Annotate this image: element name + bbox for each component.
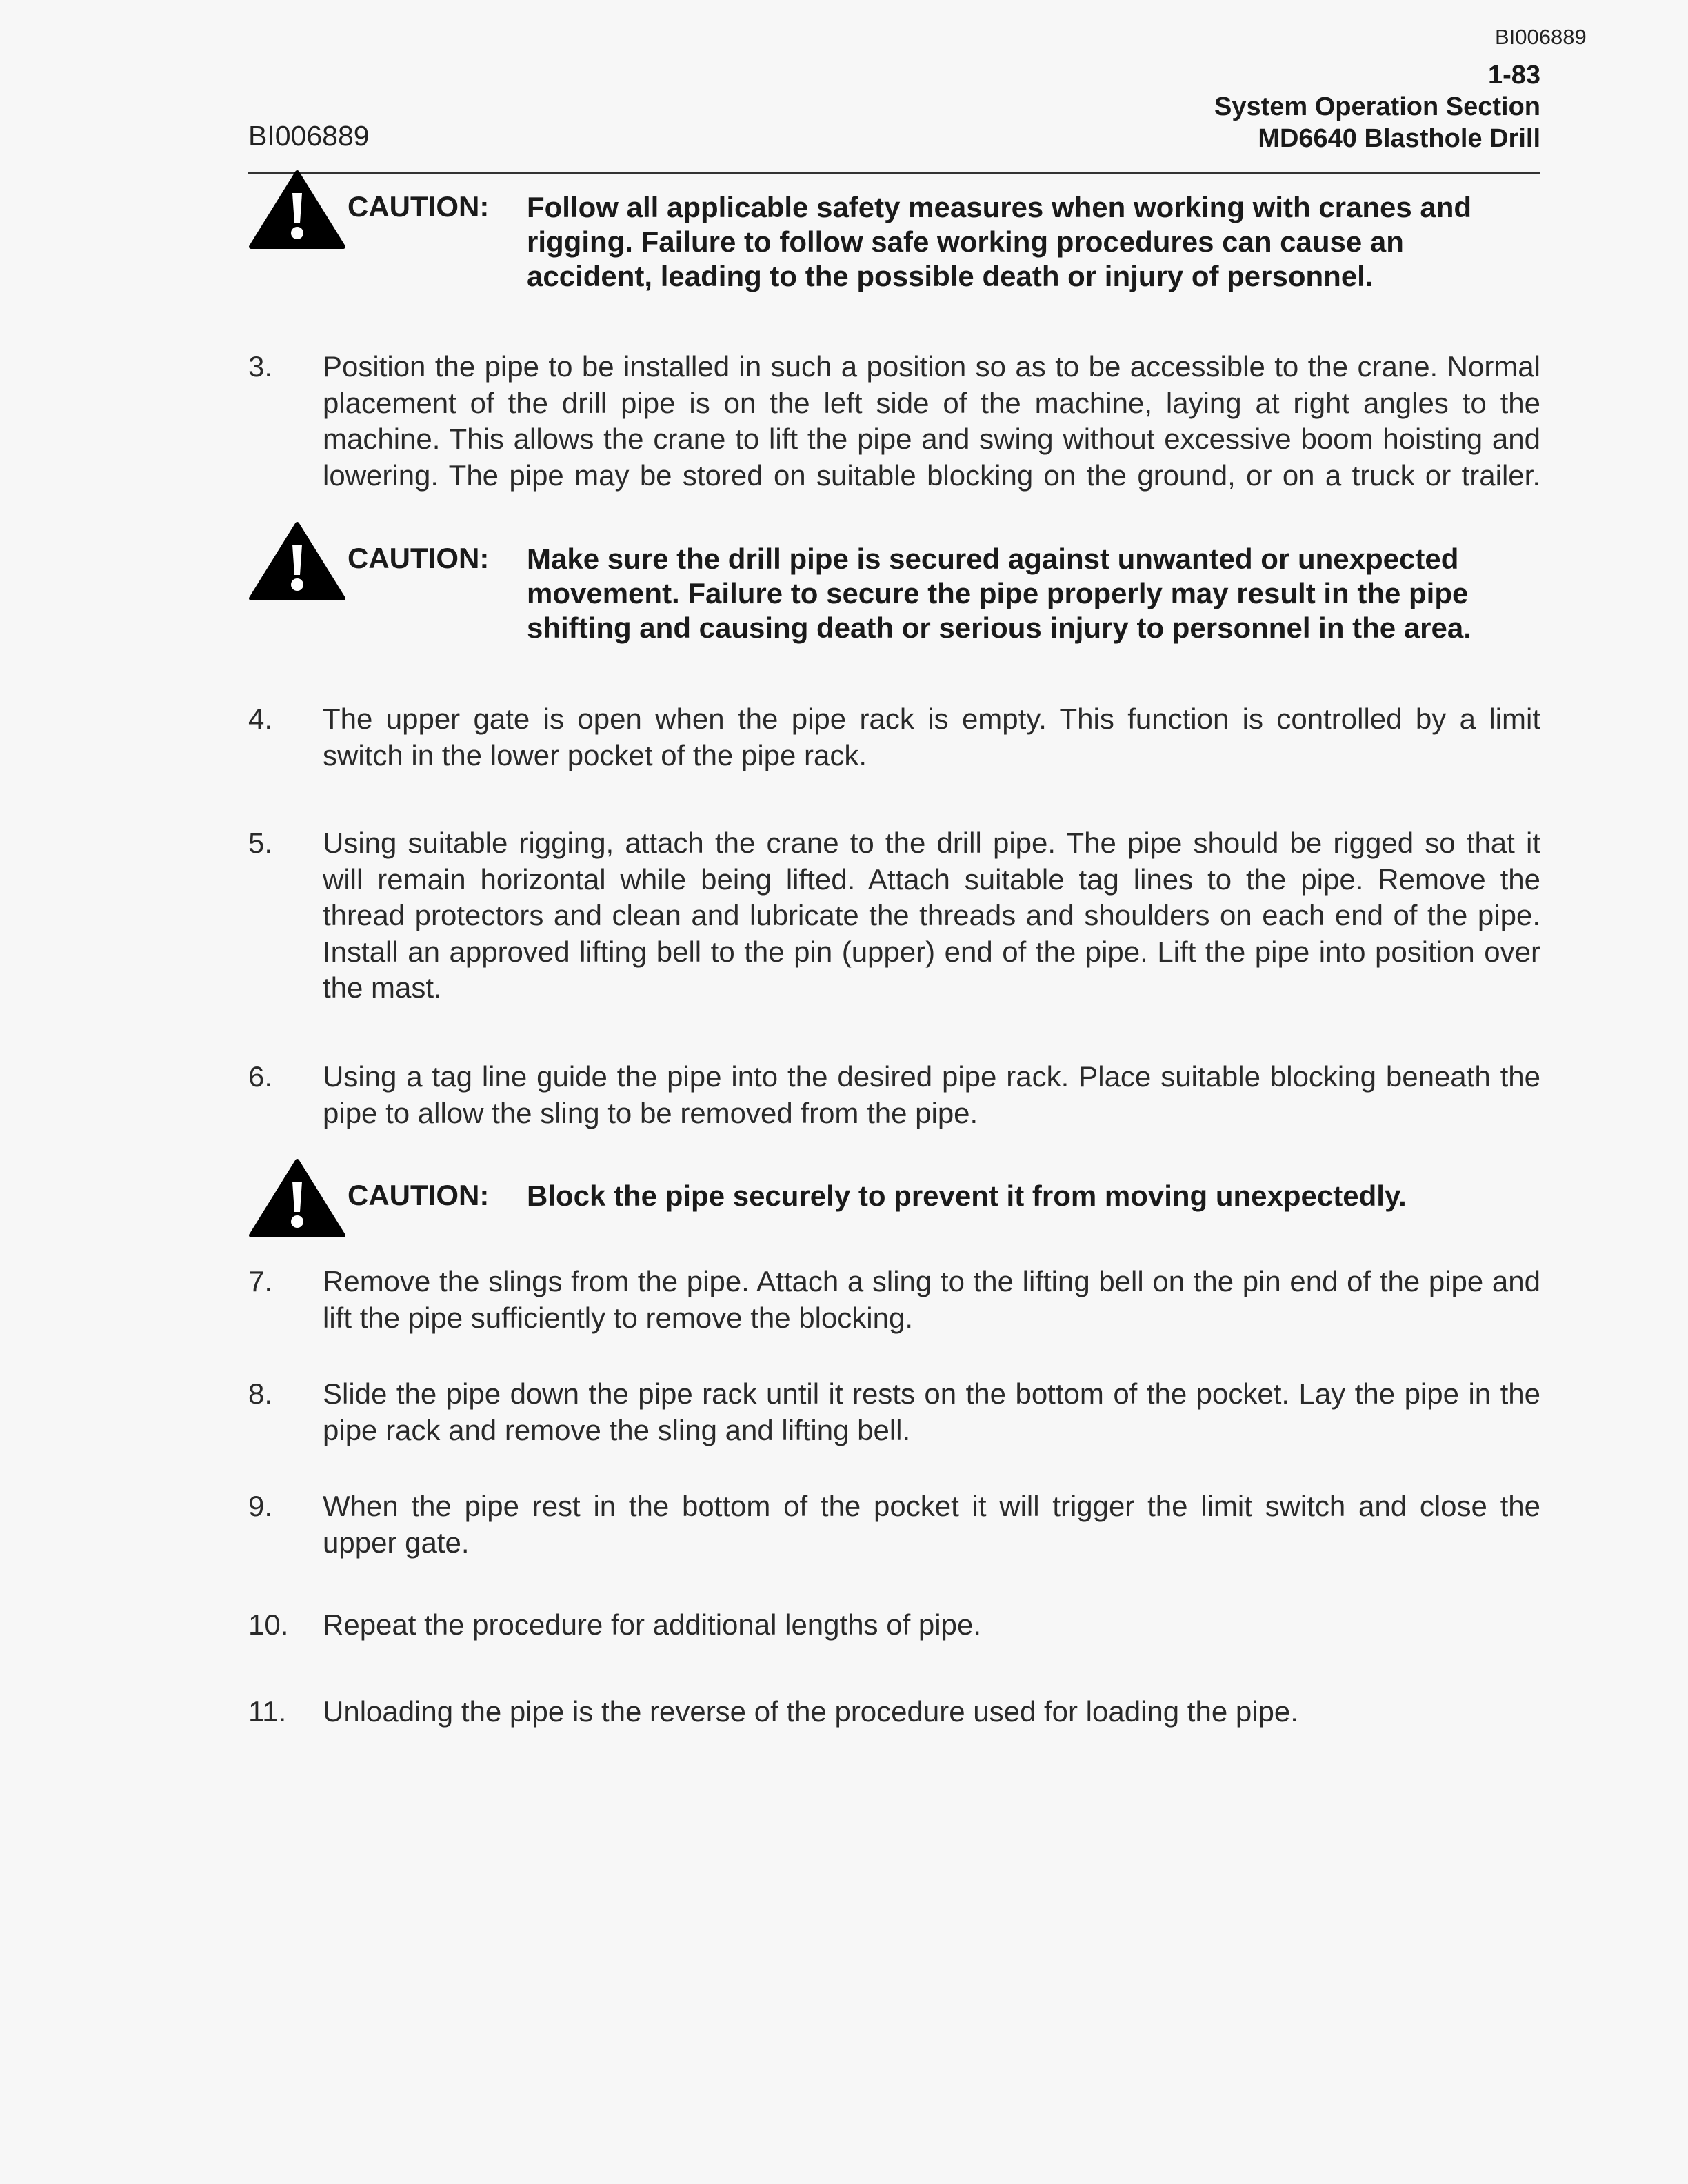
step-number: 8. [248,1377,273,1410]
step-line: placement of the drill pipe is on the left side of the machine, laying at right angles to the [323,386,1540,419]
step-line: thread protectors and clean and lubricate the threads and shoulders on each end of the pipe. [323,899,1540,931]
caution-line: rigging. Failure to follow safe working procedures can cause an [527,225,1404,258]
step-line: Remove the slings from the pipe. Attach a sling to the lifting bell on the pin end of the pipe and [323,1265,1540,1297]
step-line: Using a tag line guide the pipe into the desired pipe rack. Place suitable blocking beneath the [323,1060,1540,1093]
warning-triangle-icon [248,1158,346,1238]
step-line: machine. This allows the crane to lift the pipe and swing without excessive boom hoisting and [323,423,1540,455]
step-line: Using suitable rigging, attach the crane to the drill pipe. The pipe should be rigged so that it [323,827,1540,859]
step-line: Install an approved lifting bell to the pin (upper) end of the pipe. Lift the pipe into position over [323,935,1540,968]
step-text [323,1607,1540,1644]
section-title: System Operation Section [1214,92,1540,121]
caution-text [527,1179,1545,1213]
step-text [323,701,1540,774]
page-number: 1-83 [1487,61,1540,90]
caution-line: Follow all applicable safety measures when working with cranes and [527,191,1472,223]
document-code-top: BI006889 [1495,25,1587,49]
step-text [323,1488,1540,1561]
caution-label: CAUTION: [348,1179,490,1211]
step-text [323,1264,1540,1336]
caution-text [527,542,1545,645]
step-text [323,349,1540,494]
caution-text [527,190,1545,294]
caution-label: CAUTION: [348,190,490,223]
caution-line: accident, leading to the possible death or injury of personnel. [527,260,1374,292]
step-number: 3. [248,350,273,383]
step-line: Unloading the pipe is the reverse of the procedure used for loading the pipe. [323,1695,1298,1728]
warning-triangle-icon [248,521,346,601]
step-line: The upper gate is open when the pipe rack is empty. This function is controlled by a limit [323,702,1540,735]
caution-line: movement. Failure to secure the pipe properly may result in the pipe [527,577,1469,609]
product-title: MD6640 Blasthole Drill [1258,124,1540,153]
step-number: 11. [248,1695,287,1728]
step-line: will remain horizontal while being lifted. Attach suitable tag lines to the pipe. Remove the [323,862,1540,896]
step-number: 5. [248,827,273,859]
step-line: Slide the pipe down the pipe rack until it rests on the bottom of the pocket. Lay the pipe in the [323,1377,1540,1410]
caution-line: shifting and causing death or serious injury to personnel in the area. [527,611,1471,644]
warning-triangle-icon [248,170,346,250]
step-number: 10. [248,1608,289,1641]
step-line: Repeat the procedure for additional lengths of pipe. [323,1608,981,1641]
caution-line: Make sure the drill pipe is secured against unwanted or unexpected [527,543,1459,575]
step-number: 7. [248,1265,273,1297]
caution-label: CAUTION: [348,542,490,574]
step-line: Position the pipe to be installed in such a position so as to be accessible to the crane. Normal [323,350,1540,383]
step-line: lift the pipe sufficiently to remove the blocking. [323,1301,914,1334]
step-text [323,1059,1540,1131]
page-header [1214,59,1540,154]
step-text [323,1376,1540,1448]
step-line: pipe to allow the sling to be removed from the pipe. [323,1096,978,1129]
step-line: When the pipe rest in the bottom of the pocket it will trigger the limit switch and close the [323,1490,1540,1522]
step-text [323,825,1540,1007]
step-number: 9. [248,1490,273,1522]
step-line: pipe rack and remove the sling and lifting bell. [323,1413,911,1446]
step-line: switch in the lower pocket of the pipe rack. [323,738,867,771]
step-number: 6. [248,1060,273,1093]
header-rule [248,172,1540,174]
step-line: upper gate. [323,1526,470,1559]
caution-line: Block the pipe securely to prevent it from moving unexpectedly. [527,1180,1407,1212]
document-code-left: BI006889 [248,120,370,152]
step-line: the mast. [323,971,442,1004]
step-number: 4. [248,702,273,735]
step-line: lowering. The pipe may be stored on suitable blocking on the ground, or on a truck or trailer. [323,458,1540,492]
step-text [323,1694,1540,1730]
